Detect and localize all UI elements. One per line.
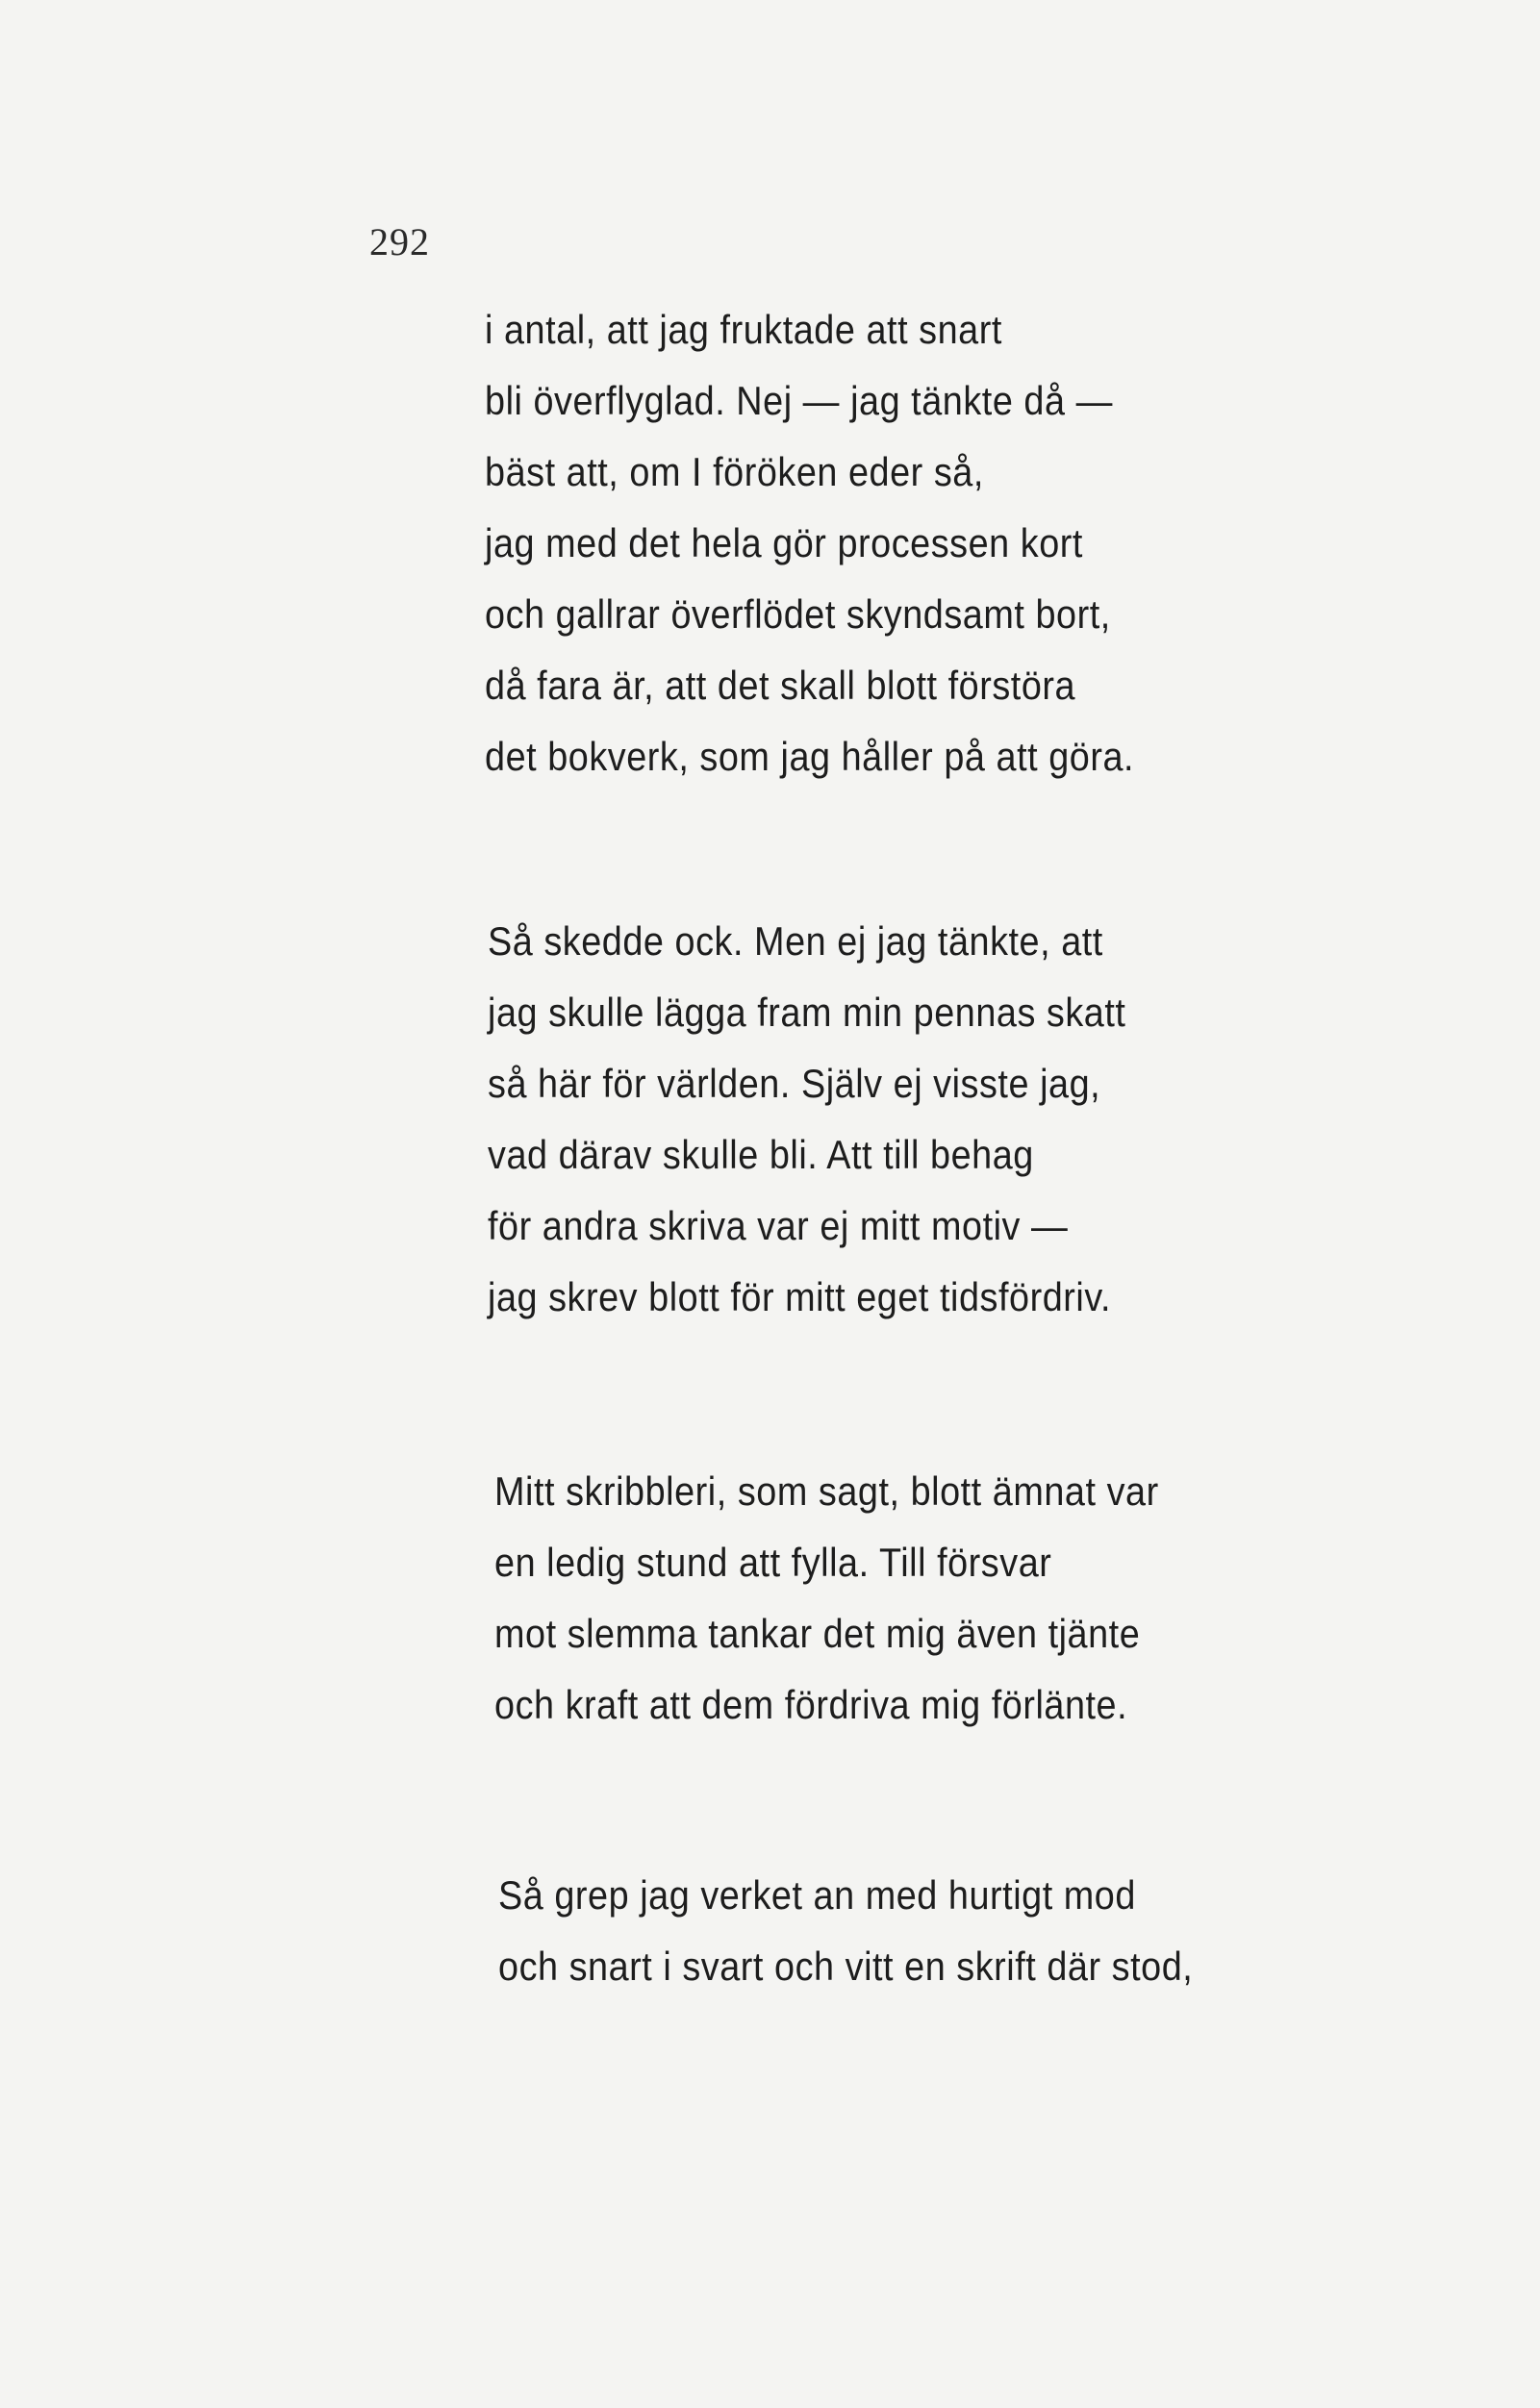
verse-line: mot slemma tankar det mig även tjänte [494, 1611, 1141, 1656]
stanza [498, 1860, 1271, 2002]
page-number: 292 [369, 220, 430, 263]
verse-line: så här för världen. Själv ej visste jag, [488, 1061, 1101, 1106]
verse-line: vad därav skulle bli. Att till behag [488, 1132, 1034, 1177]
verse-line: det bokverk, som jag håller på att göra. [485, 734, 1135, 779]
verse-line: och snart i svart och vitt en skrift där stod, [498, 1944, 1194, 1989]
verse-line: Mitt skribbleri, som sagt, blott ämnat var [494, 1468, 1159, 1514]
verse-line: Så skedde ock. Men ej jag tänkte, att [488, 918, 1103, 964]
verse-line: Så grep jag verket an med hurtigt mod [498, 1872, 1136, 1918]
verse-line: och kraft att dem fördriva mig förlänte. [494, 1682, 1128, 1727]
stanza [488, 906, 1197, 1333]
verse-line: bli överflyglad. Nej — jag tänkte då — [485, 378, 1113, 423]
verse-line: och gallrar överflödet skyndsamt bort, [485, 591, 1111, 637]
stanza [494, 1456, 1232, 1741]
verse-line: i antal, att jag fruktade att snart [485, 307, 1002, 352]
verse-line: jag skulle lägga fram min pennas skatt [488, 990, 1126, 1035]
verse-line: jag med det hela gör processen kort [485, 520, 1083, 565]
verse-line: då fara är, att det skall blott förstöra [485, 663, 1076, 708]
verse-line: för andra skriva var ej mitt motiv — [488, 1203, 1069, 1248]
verse-line: bäst att, om I föröken eder så, [485, 449, 984, 494]
verse-line: jag skrev blott för mitt eget tidsfördriv. [488, 1274, 1112, 1319]
stanza [485, 294, 1206, 792]
verse-line: en ledig stund att fylla. Till försvar [494, 1540, 1052, 1585]
